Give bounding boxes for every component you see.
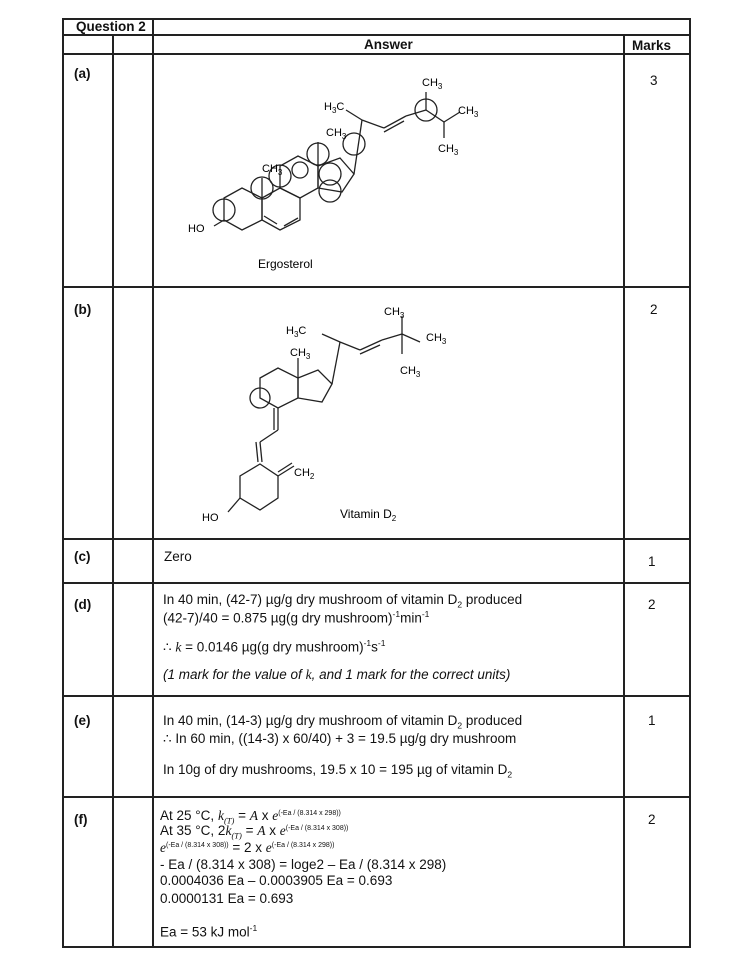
table-border-top [62, 18, 690, 20]
question-title: Question 2 [76, 19, 146, 34]
answer-f-line4: - Ea / (8.314 x 308) = loge2 – Ea / (8.314 x 298) [160, 857, 447, 872]
table-col-rule [112, 34, 114, 948]
row-label-c: (c) [74, 549, 91, 564]
answer-e-line2: ∴ In 60 min, ((14-3) x 60/40) + 3 = 19.5 µg/g dry mushroom [163, 731, 517, 746]
row-label-a: (a) [74, 66, 91, 81]
answer-e-line1: In 40 min, (14-3) µg/g dry mushroom of vitamin $D_2$ produced [163, 713, 523, 731]
table-rule [62, 34, 690, 36]
ergosterol-structure [180, 70, 520, 280]
ergosterol-caption: Ergosterol [258, 257, 313, 271]
table-rule [62, 286, 690, 288]
marks-f: 2 [648, 812, 656, 827]
answer-f-line3: $e^{(-Ea / (8.314 x 308))} = 2$ x $e^{(-Ea / (8.314 x 298))}$ [160, 840, 335, 855]
ring-a [224, 188, 262, 230]
table-rule [62, 796, 690, 798]
marks-c: 1 [648, 554, 656, 569]
table-col-rule [623, 34, 625, 948]
ring-b [262, 188, 300, 230]
answer-f-line6: 0.0000131 Ea = 0.693 [160, 891, 294, 906]
ho-label: HO [188, 223, 205, 235]
answer-header: Answer [364, 37, 413, 52]
row-label-d: (d) [74, 597, 92, 612]
ch3-label: $CH_3$ [400, 365, 421, 379]
table-border-left [62, 18, 64, 948]
table-rule [62, 695, 690, 697]
table-col-rule [152, 18, 154, 948]
ch3-label: $CH_3$ [384, 306, 405, 320]
row-label-f: (f) [74, 812, 88, 827]
marks-d: 2 [648, 597, 656, 612]
marks-e: 1 [648, 713, 656, 728]
marks-a: 3 [650, 73, 658, 88]
table-rule [62, 538, 690, 540]
ch3-label: $CH_3$ [262, 163, 283, 177]
answer-d-line1: In 40 min, (42-7) µg/g dry mushroom of vitamin $D_2$ produced [163, 592, 523, 610]
ch3-label: $CH_3$ [438, 143, 459, 157]
table-rule [62, 53, 690, 55]
answer-f-line7: Ea = 53 kJ mol$^{-1}$ [160, 923, 258, 940]
h3c-label: $H_3C$ [286, 325, 307, 339]
ch3-label: $CH_3$ [422, 77, 443, 91]
ch3-label: $CH_3$ [326, 127, 347, 141]
answer-e-line3: In 10g of dry mushrooms, 19.5 x 10 = 195 µg of vitamin $D_2$ [163, 762, 513, 780]
ch2-label: $CH_2$ [294, 467, 315, 481]
row-label-b: (b) [74, 302, 92, 317]
ho-label: HO [202, 512, 219, 524]
ch3-label: $CH_3$ [426, 332, 447, 346]
marks-header: Marks [632, 38, 672, 53]
vitamin-d2-caption: Vitamin $D_2$ [340, 507, 397, 523]
answer-d-line2: (42-7)/40 = 0.875 µg(g dry $mushroom)^{-1}\min^{-1}$ [163, 609, 430, 626]
ch3-label: $CH_3$ [458, 105, 479, 119]
answer-f-line5: 0.0004036 Ea – 0.0003905 Ea = 0.693 [160, 873, 393, 888]
answer-d-note: (1 mark for the value of k, and 1 mark for the correct units) [163, 667, 511, 682]
answer-c: Zero [164, 549, 192, 564]
table-rule [62, 582, 690, 584]
table-border-right [689, 18, 691, 948]
answer-f-line2: At 35 °C, $2k_{(T)} = A$ x $e^{(-Ea / (8.314 x 308))}$ [160, 823, 349, 841]
vitamin-d2-structure [190, 298, 490, 533]
row-label-e: (e) [74, 713, 91, 728]
answer-f-line1: At 25 °C, $k_{(T)} = A$ x $e^{(-Ea / (8.314 x 298))}$ [160, 808, 341, 826]
answer-d-line3: ∴ k = 0.0146 µg(g dry $mushroom)^{-1}s^{-1}$ [163, 638, 386, 655]
table-border-bottom [62, 946, 690, 948]
h3c-label: $H_3C$ [324, 101, 345, 115]
ch3-label: $CH_3$ [290, 347, 311, 361]
marks-b: 2 [650, 302, 658, 317]
